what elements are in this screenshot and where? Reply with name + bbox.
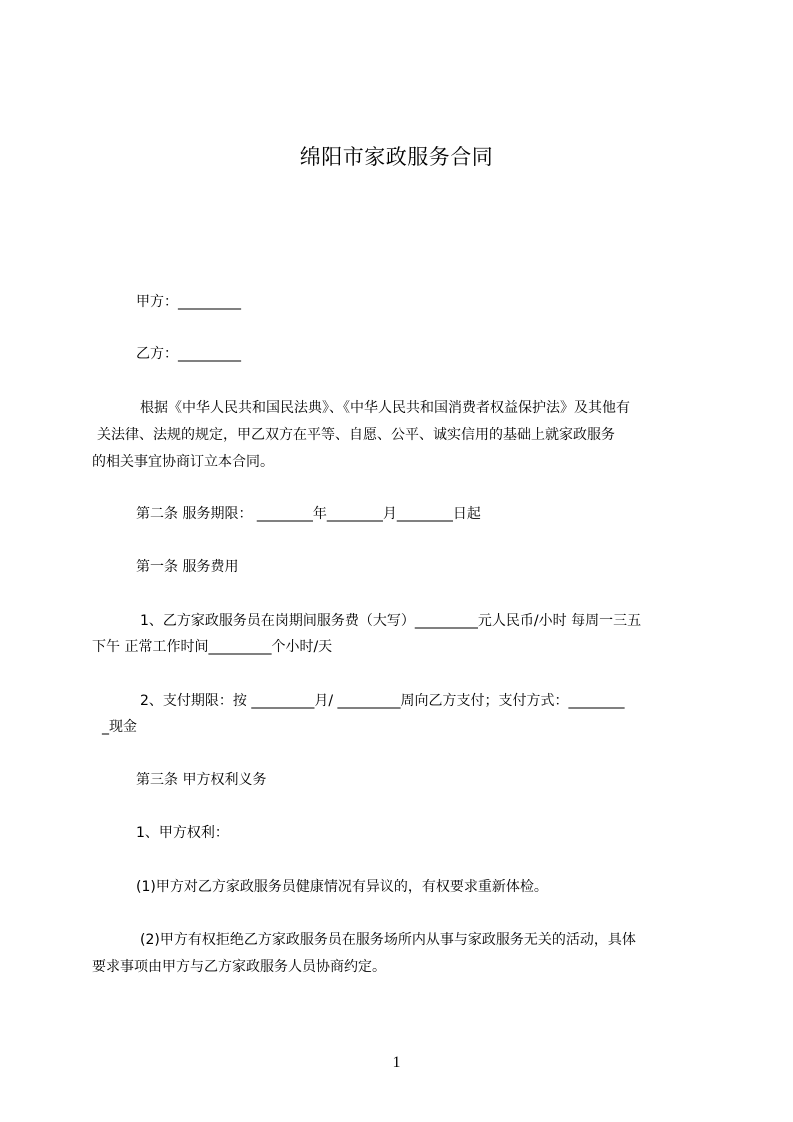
page-number: 1 xyxy=(392,1054,401,1071)
article-2-term: 第二条 服务期限： ________年________月________日起 xyxy=(136,506,481,522)
paragraph-line: 要求事项由甲方与乙方家政服务人员协商约定。 xyxy=(92,959,386,975)
article-3-heading: 第三条 甲方权利义务 xyxy=(136,772,267,788)
paragraph-line: 的相关事宜协商订立本合同。 xyxy=(92,454,274,470)
paragraph-line: 2、支付期限：按 _________月/ _________周向乙方支付；支付方式：________ xyxy=(140,693,625,709)
article-1-heading: 第一条 服务费用 xyxy=(136,559,239,575)
party-a-line: 甲方：_________ xyxy=(136,294,241,310)
paragraph-line: (2)甲方有权拒绝乙方家政服务员在服务场所内从事与家政服务无关的活动，具体 xyxy=(140,932,636,948)
right-item-1: (1)甲方对乙方家政服务员健康情况有异议的，有权要求重新体检。 xyxy=(136,879,548,895)
paragraph-line: 根据《中华人民共和国民法典》、《中华人民共和国消费者权益保护法》及其他有 xyxy=(140,400,630,416)
paragraph-line: 下午 正常工作时间_________个小时/天 xyxy=(92,639,333,655)
rights-heading: 1、甲方权利： xyxy=(136,825,229,841)
contract-title: 绵阳市家政服务合同 xyxy=(299,145,494,169)
paragraph-line: 1、乙方家政服务员在岗期间服务费（大写）_________元人民币/小时 每周一三五 xyxy=(140,613,642,629)
party-b-line: 乙方：_________ xyxy=(136,346,241,362)
paragraph-line: _现金 xyxy=(102,719,137,735)
paragraph-line: 关法律、法规的规定，甲乙双方在平等、自愿、公平、诚实信用的基础上就家政服务 xyxy=(97,427,615,443)
